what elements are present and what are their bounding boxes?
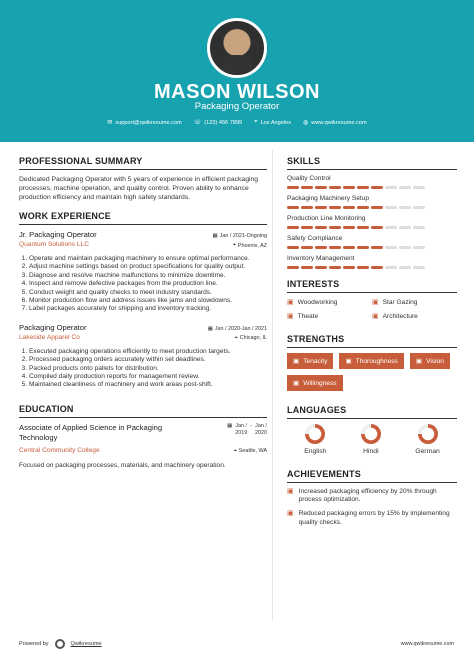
education-heading: EDUCATION	[19, 404, 267, 418]
job-dates: Jan / 2020-Jan / 2021	[214, 325, 267, 332]
skill-segment	[413, 266, 425, 269]
language-level-ring	[361, 424, 381, 444]
interest-label: Woodworking	[297, 298, 338, 306]
phone-text: (123) 456 7899	[204, 119, 243, 126]
skill-segment	[385, 226, 397, 229]
book-icon: ▣	[372, 313, 379, 320]
skill-segment	[371, 246, 383, 249]
skill-segment	[413, 206, 425, 209]
brand-name[interactable]: Qwikresume	[70, 641, 102, 647]
language-name: English	[304, 448, 327, 455]
skill-segment	[399, 246, 411, 249]
job-bullets	[19, 255, 267, 314]
phone-icon: ☏	[193, 120, 202, 126]
contact-bar	[0, 119, 474, 126]
job-entry	[19, 230, 267, 314]
interest-item	[372, 298, 457, 306]
skill-segment	[399, 186, 411, 189]
calendar-icon: ▦	[207, 325, 213, 332]
email-icon: ✉	[107, 120, 113, 126]
skill-bar	[287, 186, 457, 189]
skill-segment	[301, 246, 313, 249]
achievement-text: Increased packaging efficiency by 20% through process optimization.	[298, 488, 437, 504]
skill-segment	[399, 266, 411, 269]
skill-segment	[329, 266, 341, 269]
language-name: German	[415, 448, 440, 455]
skill-segment	[371, 206, 383, 209]
list-item: 5. Conduct weight and quality checks to meet industry standards.	[29, 289, 267, 297]
list-item: 3. Packed products onto pallets for distribution.	[29, 365, 267, 373]
skill-segment	[301, 226, 313, 229]
skill-segment	[371, 186, 383, 189]
company-name: Quantum Solutions LLC	[19, 241, 90, 248]
school-name: Central Community College	[19, 446, 100, 454]
strength-tag	[410, 353, 450, 369]
strength-label: Thoroughness	[355, 357, 398, 365]
skill-segment	[287, 186, 299, 189]
interest-item	[372, 312, 457, 320]
skill-segment	[343, 186, 355, 189]
skill-segment	[315, 206, 327, 209]
skill-item	[287, 195, 457, 209]
pin-icon: ⌖	[232, 242, 236, 248]
skill-segment	[413, 246, 425, 249]
skill-name: Quality Control	[287, 175, 331, 182]
skill-segment	[385, 246, 397, 249]
email-text[interactable]: support@qwikresume.com	[115, 119, 182, 126]
column-divider	[272, 150, 273, 620]
skill-item	[287, 215, 457, 229]
skill-segment	[329, 186, 341, 189]
strengths-list	[287, 353, 457, 391]
candidate-role: Packaging Operator	[194, 101, 280, 112]
interests-heading: INTERESTS	[287, 279, 457, 293]
book-icon: ▣	[293, 358, 300, 365]
book-icon: ▣	[287, 313, 294, 320]
skill-segment	[343, 266, 355, 269]
strength-label: Willingness	[303, 379, 337, 387]
job-bullets	[19, 348, 267, 390]
strength-label: Vision	[426, 357, 444, 365]
strength-tag	[287, 353, 333, 369]
list-item: 4. Inspect and remove defective packages from the production line.	[29, 280, 267, 288]
pin-icon: ⌖	[233, 447, 237, 454]
skill-segment	[385, 266, 397, 269]
school-location: Seattle, WA	[238, 448, 267, 455]
list-item: 1. Operate and maintain packaging machinery to ensure optimal performance.	[29, 255, 267, 263]
list-item: 5. Maintained cleanliness of machinery and work areas post-shift.	[29, 381, 267, 389]
skill-bar	[287, 206, 457, 209]
job-title: Packaging Operator	[19, 322, 87, 332]
language-name: Hindi	[363, 448, 379, 455]
skill-name: Production Line Monitoring	[287, 215, 366, 222]
interest-item	[287, 312, 372, 320]
right-column	[287, 156, 457, 533]
location-icon: ⌖	[254, 119, 258, 125]
interest-label: Theate	[297, 312, 319, 320]
education-description: Focused on packaging processes, materials, and machinery operation.	[19, 461, 226, 469]
qwikresume-logo-icon	[55, 639, 65, 649]
interest-item	[287, 298, 372, 306]
candidate-name: MASON WILSON	[154, 81, 320, 103]
strength-tag	[339, 353, 403, 369]
company-name: Lakeside Apparel Co	[19, 333, 80, 341]
skill-segment	[329, 246, 341, 249]
calendar-icon: ▦	[227, 422, 233, 429]
edu-start-month: Jan /	[235, 422, 248, 429]
skill-segment	[371, 226, 383, 229]
list-item: 2. Adjust machine settings based on product specifications for quality output.	[29, 263, 267, 271]
achievement-item	[287, 488, 457, 504]
language-level-ring	[418, 424, 438, 444]
skill-segment	[399, 226, 411, 229]
trophy-icon: ▣	[287, 510, 294, 518]
skill-segment	[343, 206, 355, 209]
language-item	[415, 424, 440, 455]
edu-start-year: 2019	[235, 429, 248, 436]
skill-name: Safety Compliance	[287, 235, 343, 242]
footer-url[interactable]: www.qwikresume.com	[400, 641, 454, 647]
job-entry	[19, 323, 267, 390]
skill-segment	[357, 226, 369, 229]
language-level-ring	[305, 424, 325, 444]
job-title: Jr. Packaging Operator	[19, 230, 97, 239]
strengths-heading: STRENGTHS	[287, 334, 457, 348]
languages-list	[287, 424, 457, 455]
resume-header	[0, 0, 474, 142]
list-item: 4. Compiled daily production reports for management review.	[29, 373, 267, 381]
calendar-icon: ▦	[212, 233, 218, 239]
powered-by-label: Powered by	[19, 641, 49, 647]
skill-item	[287, 175, 457, 189]
skill-segment	[287, 206, 299, 209]
list-item: 1. Executed packaging operations efficiently to meet production targets.	[29, 348, 267, 356]
summary-heading: PROFESSIONAL SUMMARY	[19, 156, 267, 170]
experience-heading: WORK EXPERIENCE	[19, 211, 267, 225]
education-entry: Associate of Applied Science in Packaging Technology ▦ Jan / 2019 - Jan / 2020	[19, 422, 267, 442]
book-icon: ▣	[345, 358, 352, 365]
skill-segment	[315, 186, 327, 189]
skill-segment	[329, 226, 341, 229]
language-item	[304, 424, 326, 455]
list-item: 7. Label packages accurately for shipping and inventory tracking.	[29, 305, 267, 313]
skill-segment	[357, 186, 369, 189]
skills-list	[287, 175, 457, 269]
skill-segment	[357, 246, 369, 249]
skill-item	[287, 255, 457, 269]
job-dates: Jan / 2021-Ongoing	[219, 233, 267, 239]
achievements-heading: ACHIEVEMENTS	[287, 469, 457, 483]
book-icon: ▣	[415, 358, 423, 365]
skill-segment	[301, 206, 313, 209]
skill-segment	[315, 246, 327, 249]
skill-segment	[385, 206, 397, 209]
interests-list	[287, 298, 457, 320]
globe-icon: ◍	[303, 120, 309, 126]
skill-segment	[315, 226, 327, 229]
book-icon: ▣	[287, 299, 294, 306]
skill-segment	[287, 266, 299, 269]
summary-text: Dedicated Packaging Operator with 5 years of experience in efficient packaging processes, machine operation, and quality control. Proven ability to enhance production efficiency and maintain high safety standards.	[19, 176, 259, 201]
skill-segment	[329, 206, 341, 209]
skill-name: Inventory Management	[287, 255, 355, 262]
skill-segment	[343, 226, 355, 229]
skill-bar	[287, 266, 457, 269]
strength-tag	[287, 375, 343, 391]
list-item: 2. Processed packaging orders accurately within set deadlines.	[29, 356, 267, 364]
skill-bar	[287, 226, 457, 229]
skill-segment	[343, 246, 355, 249]
skill-name: Packaging Machinery Setup	[287, 195, 370, 202]
skill-segment	[301, 186, 313, 189]
skills-heading: SKILLS	[287, 156, 457, 170]
skill-item	[287, 235, 457, 249]
profile-photo	[207, 18, 267, 78]
strength-label: Tenacity	[303, 357, 328, 365]
achievement-item	[287, 510, 457, 526]
skill-segment	[315, 266, 327, 269]
degree-title: Associate of Applied Science in Packaging Technology	[19, 422, 163, 442]
job-location: Phoenix, AZ	[237, 242, 267, 249]
edu-end-month: Jan /	[255, 422, 267, 429]
location-text: Los Angeles	[260, 119, 292, 126]
job-location: Chicago, IL	[239, 335, 267, 342]
skill-segment	[371, 266, 383, 269]
trophy-icon: ▣	[287, 488, 294, 495]
skill-segment	[399, 206, 411, 209]
book-icon: ▣	[293, 380, 300, 387]
skill-segment	[385, 186, 397, 189]
list-item: 6. Monitor production flow and address issues like jams and slowdowns.	[29, 297, 267, 305]
skill-segment	[301, 266, 313, 269]
skill-segment	[287, 226, 299, 229]
skill-segment	[413, 226, 425, 229]
website-text[interactable]: www.qwikresume.com	[311, 119, 367, 126]
skill-segment	[287, 246, 299, 249]
skill-segment	[413, 186, 425, 189]
interest-label: Architecture	[382, 312, 418, 320]
achievement-text: Reduced packaging errors by 15% by implementing quality checks.	[298, 510, 450, 526]
skill-segment	[357, 206, 369, 209]
language-item	[361, 424, 381, 455]
page-footer	[0, 629, 474, 670]
edu-end-year: 2020	[255, 429, 267, 436]
pin-icon: ⌖	[234, 334, 238, 341]
left-column	[19, 156, 267, 470]
list-item: 3. Diagnose and resolve machine malfunctions to minimize downtime.	[29, 272, 267, 280]
book-icon: ▣	[372, 299, 379, 306]
skill-segment	[357, 266, 369, 269]
languages-heading: LANGUAGES	[287, 405, 457, 419]
interest-label: Star Gazing	[382, 298, 418, 306]
skill-bar	[287, 246, 457, 249]
